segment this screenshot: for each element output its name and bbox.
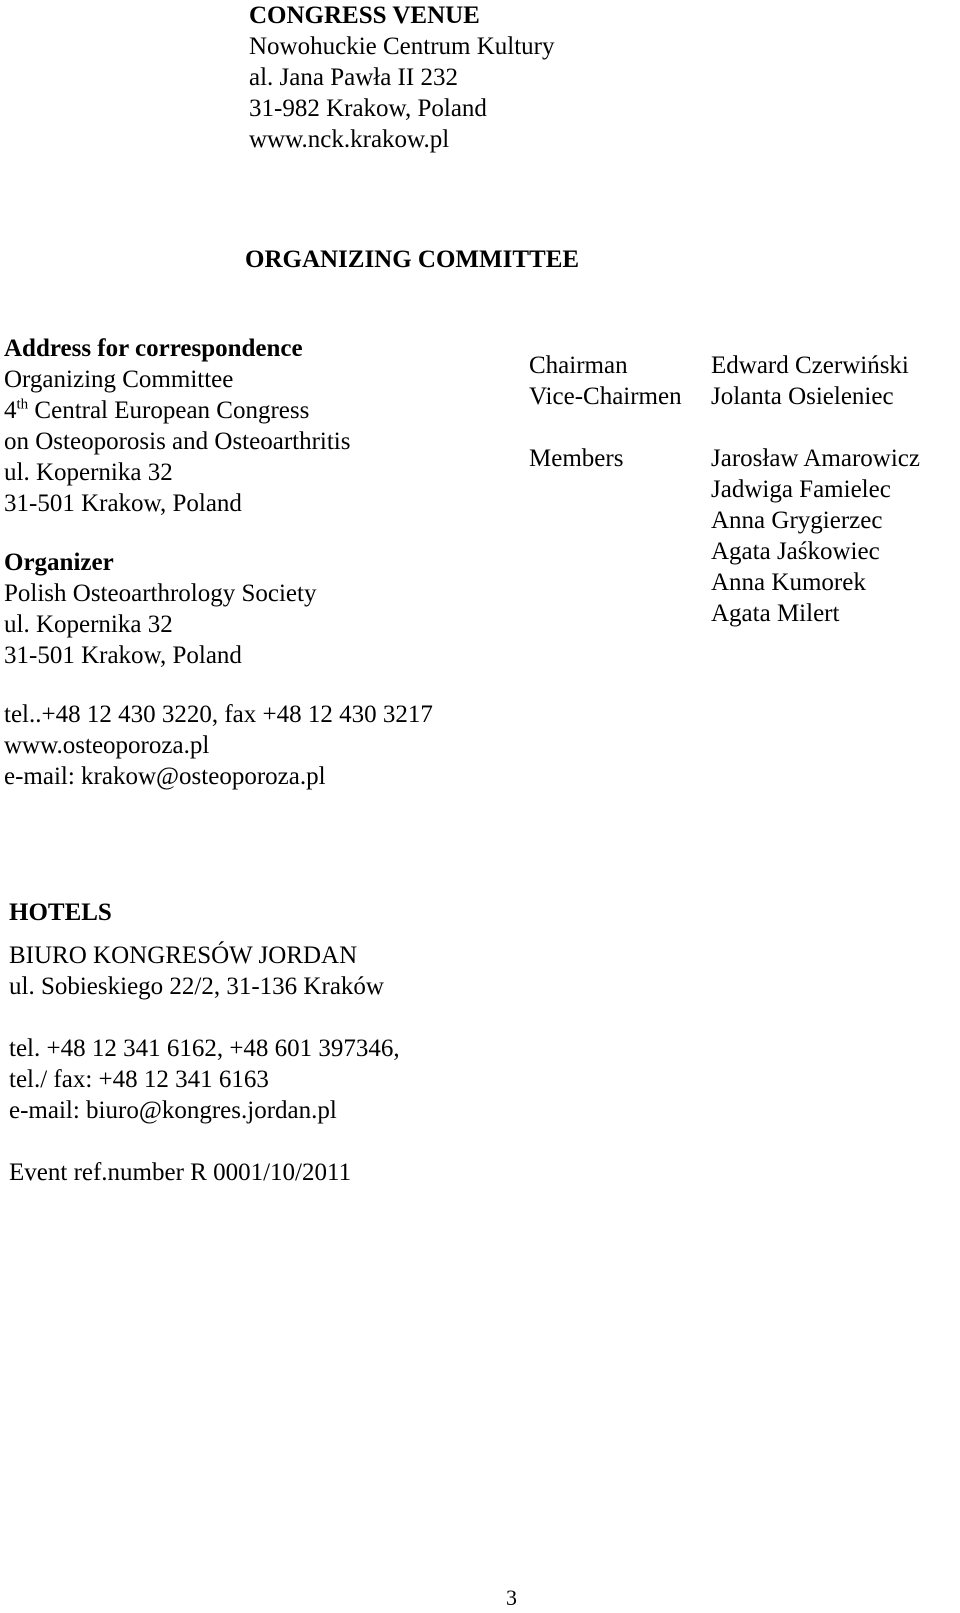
organizer-street: ul. Kopernika 32 xyxy=(4,611,173,638)
member-name: Jarosław Amarowicz xyxy=(711,445,920,472)
spacer xyxy=(529,412,682,443)
congress-venue-section xyxy=(249,0,555,155)
spacer xyxy=(9,1002,400,1033)
correspondence-line-1: Organizing Committee xyxy=(4,366,234,393)
member-name: Agata Milert xyxy=(711,600,840,627)
vice-chairman-name: Jolanta Osieleniec xyxy=(711,383,894,410)
hotels-fax: tel./ fax: +48 12 341 6163 xyxy=(9,1066,269,1093)
hotels-address: ul. Sobieskiego 22/2, 31-136 Kraków xyxy=(9,973,384,1000)
roles-names xyxy=(711,350,920,629)
organizer-heading: Organizer xyxy=(4,549,114,576)
venue-street: al. Jana Pawła II 232 xyxy=(249,64,458,91)
event-reference: Event ref.number R 0001/10/2011 xyxy=(9,1159,352,1186)
member-name: Agata Jaśkowiec xyxy=(711,538,880,565)
venue-city: 31-982 Krakow, Poland xyxy=(249,95,487,122)
organizing-committee-heading: ORGANIZING COMMITTEE xyxy=(245,246,580,273)
members-label: Members xyxy=(529,445,624,472)
correspondence-street: ul. Kopernika 32 xyxy=(4,459,173,486)
roles-labels xyxy=(529,350,682,474)
correspondence-heading: Address for correspondence xyxy=(4,335,303,362)
organizer-name: Polish Osteoarthrology Society xyxy=(4,580,317,607)
contact-email-link[interactable]: e-mail: krakow@osteoporoza.pl xyxy=(4,763,326,790)
chairman-label: Chairman xyxy=(529,352,628,379)
venue-website-link[interactable]: www.nck.krakow.pl xyxy=(249,126,450,153)
member-name: Anna Kumorek xyxy=(711,569,866,596)
hotels-email-link[interactable]: e-mail: biuro@kongres.jordan.pl xyxy=(9,1097,337,1124)
correspondence-line-2 xyxy=(4,395,350,426)
correspondence-line-3: on Osteoporosis and Osteoarthritis xyxy=(4,428,351,455)
venue-heading: CONGRESS VENUE xyxy=(249,2,480,29)
ordinal-suffix: th xyxy=(16,396,29,413)
organizer-section xyxy=(4,547,316,671)
hotels-agency: BIURO KONGRESÓW JORDAN xyxy=(9,942,358,969)
correspondence-city: 31-501 Krakow, Poland xyxy=(4,490,242,517)
spacer xyxy=(711,412,920,443)
contact-section xyxy=(4,699,433,792)
chairman-name: Edward Czerwiński xyxy=(711,352,909,379)
ordinal-number: 4 xyxy=(4,397,17,424)
correspondence-line-2-rest: Central European Congress xyxy=(28,397,310,424)
hotels-section xyxy=(9,897,400,1188)
contact-tel-fax: tel..+48 12 430 3220, fax +48 12 430 3217 xyxy=(4,701,433,728)
vice-chairmen-label: Vice-Chairmen xyxy=(529,383,682,410)
organizer-city: 31-501 Krakow, Poland xyxy=(4,642,242,669)
spacer xyxy=(9,1126,400,1157)
page-number: 3 xyxy=(506,1585,517,1610)
member-name: Anna Grygierzec xyxy=(711,507,883,534)
venue-name: Nowohuckie Centrum Kultury xyxy=(249,33,555,60)
hotels-heading: HOTELS xyxy=(9,899,112,926)
hotels-tel: tel. +48 12 341 6162, +48 601 397346, xyxy=(9,1035,400,1062)
correspondence-section xyxy=(4,333,350,519)
contact-website-link[interactable]: www.osteoporoza.pl xyxy=(4,732,210,759)
member-name: Jadwiga Famielec xyxy=(711,476,891,503)
